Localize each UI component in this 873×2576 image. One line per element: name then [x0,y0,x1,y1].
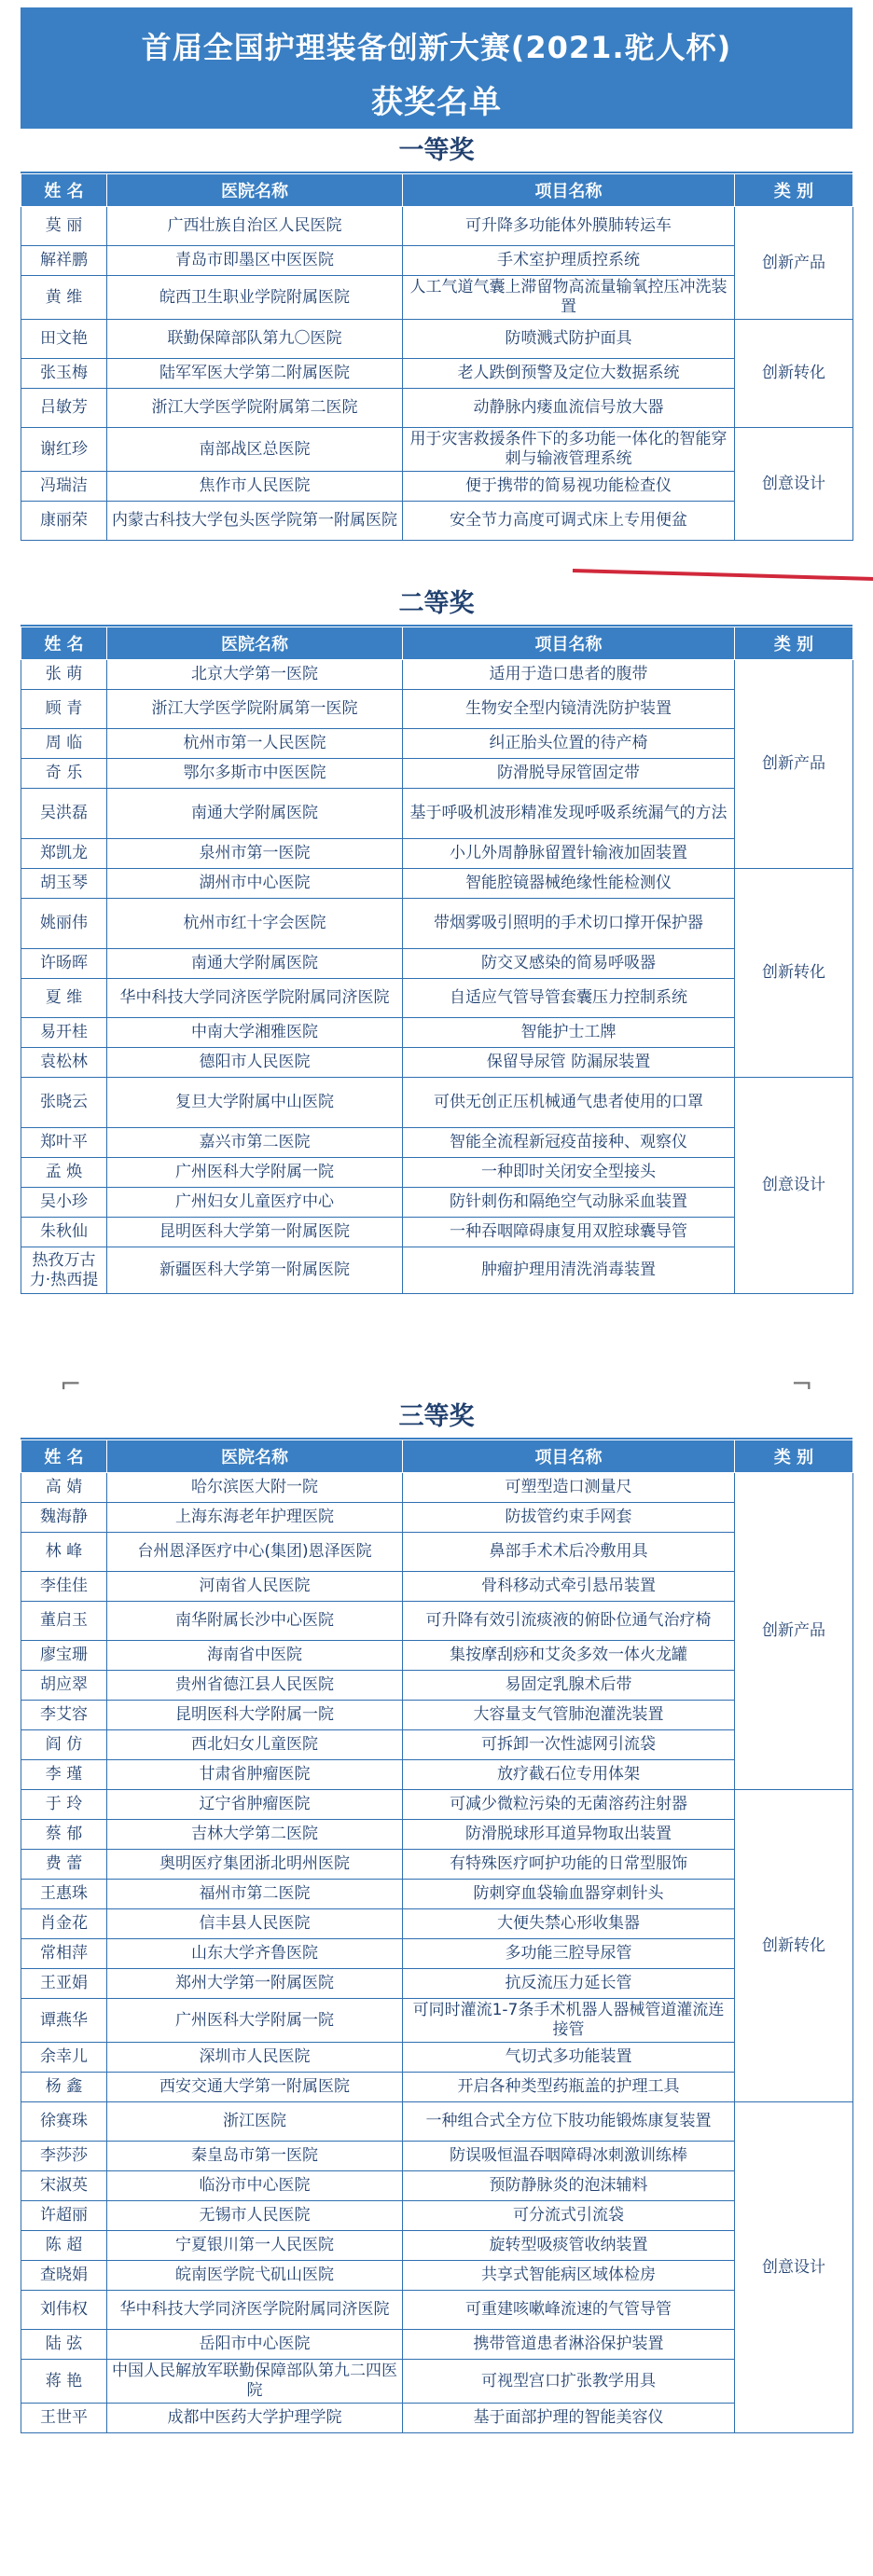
cell-hospital: 成都中医药大学护理学院 [107,2404,403,2433]
cell-name: 陈 超 [21,2231,107,2261]
cell-name: 许旸晖 [21,949,107,979]
cell-category: 创新产品 [735,660,853,869]
award-section-third [21,1397,852,2433]
cell-project: 老人跌倒预警及定位大数据系统 [403,359,735,389]
cell-hospital: 贵州省德江县人民医院 [107,1671,403,1701]
cell-hospital: 深圳市人民医院 [107,2043,403,2073]
cell-project: 易固定乳腺术后带 [403,1671,735,1701]
cell-project: 便于携带的简易视功能检查仪 [403,472,735,502]
cell-project: 一种组合式全方位下肢功能锻炼康复装置 [403,2102,735,2142]
cell-name: 黄 维 [21,276,107,320]
cell-name: 胡玉琴 [21,869,107,899]
table-row [21,2231,853,2261]
cell-name: 蒋 艳 [21,2360,107,2404]
cell-hospital: 陆军军医大学第二附属医院 [107,359,403,389]
cell-name: 顾 青 [21,690,107,729]
cell-hospital: 广州妇女儿童医疗中心 [107,1188,403,1218]
table-row [21,979,853,1018]
table-row [21,1188,853,1218]
section-title: 二等奖 [21,584,852,627]
table-row [21,1128,853,1158]
cell-project: 适用于造口患者的腹带 [403,660,735,690]
cell-hospital: 鄂尔多斯市中医医院 [107,759,403,789]
cell-name: 袁松林 [21,1048,107,1078]
cell-hospital: 皖西卫生职业学院附属医院 [107,276,403,320]
table-row [21,2291,853,2330]
cell-name: 李艾容 [21,1701,107,1730]
cell-name: 谭燕华 [21,1999,107,2043]
table-header-row [21,627,853,660]
table-row [21,2201,853,2231]
cell-name: 余幸儿 [21,2043,107,2073]
cell-category: 创新转化 [735,1790,853,2102]
cell-category: 创新转化 [735,320,853,428]
cell-hospital: 西北妇女儿童医院 [107,1730,403,1760]
cell-name: 冯瑞洁 [21,472,107,502]
table-row [21,2102,853,2142]
cell-name: 常相萍 [21,1939,107,1969]
cell-hospital: 辽宁省肿瘤医院 [107,1790,403,1820]
cell-hospital: 无锡市人民医院 [107,2201,403,2231]
cell-project: 有特殊医疗呵护功能的日常型服饰 [403,1850,735,1880]
cell-project: 携带管道患者淋浴保护装置 [403,2330,735,2360]
table-row [21,1880,853,1909]
cell-project: 防针刺伤和隔绝空气动脉采血装置 [403,1188,735,1218]
cell-project: 防滑脱导尿管固定带 [403,759,735,789]
table-row [21,1641,853,1671]
cell-name: 董启玉 [21,1602,107,1641]
table-row [21,660,853,690]
cell-project: 集按摩刮痧和艾灸多效一体火龙罐 [403,1641,735,1671]
column-header-project: 项目名称 [403,1440,735,1473]
cell-hospital: 南通大学附属医院 [107,789,403,839]
cell-hospital: 南部战区总医院 [107,428,403,472]
cell-name: 朱秋仙 [21,1218,107,1247]
cell-name: 王惠珠 [21,1880,107,1909]
table-row [21,789,853,839]
table-row [21,320,853,359]
cell-name: 许超丽 [21,2201,107,2231]
table-row [21,1909,853,1939]
table-row [21,1820,853,1850]
cell-hospital: 浙江医院 [107,2102,403,2142]
cell-hospital: 嘉兴市第二医院 [107,1128,403,1158]
table-row [21,1850,853,1880]
cell-name: 张晓云 [21,1078,107,1128]
cell-hospital: 岳阳市中心医院 [107,2330,403,2360]
cell-category: 创意设计 [735,2102,853,2433]
table-row [21,1701,853,1730]
cell-category: 创新产品 [735,1473,853,1790]
corner-mark-right: ¬ [791,1369,813,1399]
cell-project: 保留导尿管 防漏尿装置 [403,1048,735,1078]
column-header-hospital: 医院名称 [107,174,403,207]
column-header-category: 类 别 [735,174,853,207]
cell-hospital: 河南省人民医院 [107,1572,403,1602]
column-header-category: 类 别 [735,627,853,660]
table-row [21,2330,853,2360]
cell-project: 可供无创正压机械通气患者使用的口罩 [403,1078,735,1128]
table-row [21,1572,853,1602]
cell-name: 阎 仿 [21,1730,107,1760]
cell-hospital: 新疆医科大学第一附属医院 [107,1247,403,1294]
column-header-hospital: 医院名称 [107,1440,403,1473]
cell-project: 预防静脉炎的泡沫辅料 [403,2171,735,2201]
table-row [21,2043,853,2073]
cell-hospital: 浙江大学医学院附属第二医院 [107,389,403,428]
table-row [21,2171,853,2201]
table-row [21,207,853,246]
cell-name: 夏 维 [21,979,107,1018]
cell-name: 王亚娟 [21,1969,107,1999]
cell-category: 创新产品 [735,207,853,320]
cell-hospital: 杭州市红十字会医院 [107,899,403,949]
table-header-row [21,174,853,207]
cell-category: 创意设计 [735,428,853,541]
cell-project: 带烟雾吸引照明的手术切口撑开保护器 [403,899,735,949]
table-row [21,949,853,979]
table-row [21,1218,853,1247]
cell-name: 李佳佳 [21,1572,107,1602]
cell-hospital: 泉州市第一医院 [107,839,403,869]
table-row [21,1503,853,1533]
cell-project: 人工气道气囊上滞留物高流量输氧控压冲洗装置 [403,276,735,320]
table-row [21,869,853,899]
cell-hospital: 西安交通大学第一附属医院 [107,2073,403,2102]
column-header-hospital: 医院名称 [107,627,403,660]
table-row [21,246,853,276]
cell-category: 创新转化 [735,869,853,1078]
awards-table [21,627,853,1294]
cell-hospital: 联勤保障部队第九〇医院 [107,320,403,359]
cell-project: 防刺穿血袋输血器穿刺针头 [403,1880,735,1909]
document-subtitle: 获奖名单 [371,84,502,121]
cell-hospital: 宁夏银川第一人民医院 [107,2231,403,2261]
table-row [21,2073,853,2102]
document-title: 首届全国护理装备创新大赛(2021.驼人杯) [141,30,732,65]
cell-name: 李莎莎 [21,2142,107,2171]
cell-name: 蔡 郁 [21,1820,107,1850]
column-header-category: 类 别 [735,1440,853,1473]
cell-name: 廖宝珊 [21,1641,107,1671]
cell-hospital: 广州医科大学附属一院 [107,1158,403,1188]
cell-name: 宋淑英 [21,2171,107,2201]
cell-name: 奇 乐 [21,759,107,789]
cell-name: 康丽荣 [21,502,107,541]
cell-hospital: 皖南医学院弋矶山医院 [107,2261,403,2291]
cell-hospital: 台州恩泽医疗中心(集团)恩泽医院 [107,1533,403,1572]
table-row [21,359,853,389]
cell-name: 田文艳 [21,320,107,359]
cell-name: 谢红珍 [21,428,107,472]
cell-name: 张 萌 [21,660,107,690]
cell-hospital: 山东大学齐鲁医院 [107,1939,403,1969]
cell-hospital: 广州医科大学附属一院 [107,1999,403,2043]
cell-hospital: 青岛市即墨区中医医院 [107,246,403,276]
cell-project: 多功能三腔导尿管 [403,1939,735,1969]
section-title: 三等奖 [21,1397,852,1440]
cell-project: 一种吞咽障碍康复用双腔球囊导管 [403,1218,735,1247]
cell-project: 旋转型吸痰管收纳装置 [403,2231,735,2261]
cell-project: 肿瘤护理用清洗消毒装置 [403,1247,735,1294]
corner-mark-left: ⌐ [60,1369,82,1399]
table-row [21,839,853,869]
cell-project: 防交叉感染的简易呼吸器 [403,949,735,979]
cell-project: 智能全流程新冠疫苗接种、观察仪 [403,1128,735,1158]
column-header-project: 项目名称 [403,627,735,660]
cell-project: 骨科移动式牵引悬吊装置 [403,1572,735,1602]
cell-project: 基于呼吸机波形精准发现呼吸系统漏气的方法 [403,789,735,839]
cell-hospital: 哈尔滨医大附一院 [107,1473,403,1503]
table-row [21,428,853,472]
table-row [21,1158,853,1188]
cell-name: 孟 焕 [21,1158,107,1188]
cell-hospital: 北京大学第一医院 [107,660,403,690]
cell-name: 姚丽伟 [21,899,107,949]
cell-hospital: 甘肃省肿瘤医院 [107,1760,403,1790]
cell-project: 可升降有效引流痰液的俯卧位通气治疗椅 [403,1602,735,1641]
cell-name: 高 婧 [21,1473,107,1503]
cell-name: 热孜万古力·热西提 [21,1247,107,1294]
cell-project: 可减少微粒污染的无菌溶药注射器 [403,1790,735,1820]
red-underline-mark [573,569,873,581]
table-row [21,1969,853,1999]
cell-project: 安全节力高度可调式床上专用便盆 [403,502,735,541]
cell-project: 可重建咳嗽峰流速的气管导管 [403,2291,735,2330]
table-row [21,1247,853,1294]
cell-hospital: 南华附属长沙中心医院 [107,1602,403,1641]
cell-hospital: 信丰县人民医院 [107,1909,403,1939]
cell-project: 一种即时关闭安全型接头 [403,1158,735,1188]
cell-hospital: 秦皇岛市第一医院 [107,2142,403,2171]
table-row [21,276,853,320]
cell-project: 纠正胎头位置的待产椅 [403,729,735,759]
cell-hospital: 临汾市中心医院 [107,2171,403,2201]
cell-name: 胡应翠 [21,1671,107,1701]
table-row [21,502,853,541]
cell-hospital: 浙江大学医学院附属第一医院 [107,690,403,729]
table-row [21,1473,853,1503]
table-row [21,729,853,759]
table-row [21,1018,853,1048]
table-row [21,1760,853,1790]
cell-hospital: 福州市第二医院 [107,1880,403,1909]
cell-hospital: 昆明医科大学第一附属医院 [107,1218,403,1247]
cell-hospital: 中南大学湘雅医院 [107,1018,403,1048]
cell-project: 开启各种类型药瓶盖的护理工具 [403,2073,735,2102]
cell-name: 莫 丽 [21,207,107,246]
cell-project: 小儿外周静脉留置针输液加固装置 [403,839,735,869]
cell-project: 防拔管约束手网套 [403,1503,735,1533]
table-row [21,2404,853,2433]
table-row [21,389,853,428]
cell-name: 林 峰 [21,1533,107,1572]
column-header-name: 姓 名 [21,174,107,207]
cell-project: 放疗截石位专用体架 [403,1760,735,1790]
cell-project: 共享式智能病区域体检房 [403,2261,735,2291]
cell-project: 可拆卸一次性滤网引流袋 [403,1730,735,1760]
cell-project: 动静脉内瘘血流信号放大器 [403,389,735,428]
table-row [21,690,853,729]
cell-hospital: 焦作市人民医院 [107,472,403,502]
cell-name: 张玉梅 [21,359,107,389]
column-header-name: 姓 名 [21,1440,107,1473]
cell-project: 基于面部护理的智能美容仪 [403,2404,735,2433]
cell-hospital: 上海东海老年护理医院 [107,1503,403,1533]
cell-hospital: 中国人民解放军联勤保障部队第九二四医院 [107,2360,403,2404]
cell-project: 可分流式引流袋 [403,2201,735,2231]
cell-name: 杨 鑫 [21,2073,107,2102]
cell-project: 可视型宫口扩张教学用具 [403,2360,735,2404]
table-row [21,1939,853,1969]
cell-name: 吴小珍 [21,1188,107,1218]
cell-project: 防喷溅式防护面具 [403,320,735,359]
section-title: 一等奖 [21,131,852,173]
table-row [21,1671,853,1701]
cell-hospital: 郑州大学第一附属医院 [107,1969,403,1999]
cell-hospital: 吉林大学第二医院 [107,1820,403,1850]
table-row [21,1790,853,1820]
awards-table [21,1440,853,2433]
cell-name: 解祥鹏 [21,246,107,276]
cell-name: 吴洪磊 [21,789,107,839]
table-row [21,759,853,789]
column-header-name: 姓 名 [21,627,107,660]
column-header-project: 项目名称 [403,174,735,207]
cell-name: 易开桂 [21,1018,107,1048]
table-row [21,1730,853,1760]
cell-project: 大容量支气管肺泡灌洗装置 [403,1701,735,1730]
cell-project: 鼻部手术术后冷敷用具 [403,1533,735,1572]
cell-project: 气切式多功能装置 [403,2043,735,2073]
cell-project: 大便失禁心形收集器 [403,1909,735,1939]
banner-header [21,7,852,129]
cell-name: 于 玲 [21,1790,107,1820]
cell-project: 智能护士工牌 [403,1018,735,1048]
cell-name: 周 临 [21,729,107,759]
table-row [21,2360,853,2404]
cell-hospital: 华中科技大学同济医学院附属同济医院 [107,2291,403,2330]
table-row [21,1533,853,1572]
cell-project: 智能腔镜器械绝缘性能检测仪 [403,869,735,899]
cell-project: 可同时灌流1-7条手术机器人器械管道灌流连接管 [403,1999,735,2043]
award-section-first [21,131,852,541]
cell-project: 手术室护理质控系统 [403,246,735,276]
award-section-second [21,584,852,1294]
table-row [21,1999,853,2043]
table-row [21,2261,853,2291]
cell-project: 抗反流压力延长管 [403,1969,735,1999]
cell-hospital: 德阳市人民医院 [107,1048,403,1078]
cell-category: 创意设计 [735,1078,853,1294]
cell-project: 生物安全型内镜清洗防护装置 [403,690,735,729]
cell-hospital: 内蒙古科技大学包头医学院第一附属医院 [107,502,403,541]
cell-project: 可升降多功能体外膜肺转运车 [403,207,735,246]
cell-project: 防滑脱球形耳道异物取出装置 [403,1820,735,1850]
cell-hospital: 南通大学附属医院 [107,949,403,979]
cell-name: 肖金花 [21,1909,107,1939]
cell-hospital: 广西壮族自治区人民医院 [107,207,403,246]
cell-name: 魏海静 [21,1503,107,1533]
cell-project: 自适应气管导管套囊压力控制系统 [403,979,735,1018]
table-header-row [21,1440,853,1473]
cell-name: 郑凯龙 [21,839,107,869]
cell-name: 吕敏芳 [21,389,107,428]
cell-name: 查晓娟 [21,2261,107,2291]
cell-project: 用于灾害救援条件下的多功能一体化的智能穿刺与输液管理系统 [403,428,735,472]
table-row [21,472,853,502]
cell-hospital: 复旦大学附属中山医院 [107,1078,403,1128]
cell-hospital: 杭州市第一人民医院 [107,729,403,759]
table-row [21,1048,853,1078]
cell-project: 可塑型造口测量尺 [403,1473,735,1503]
cell-name: 王世平 [21,2404,107,2433]
cell-hospital: 华中科技大学同济医学院附属同济医院 [107,979,403,1018]
cell-name: 刘伟权 [21,2291,107,2330]
cell-hospital: 昆明医科大学附属一院 [107,1701,403,1730]
awards-table [21,173,853,541]
cell-hospital: 湖州市中心医院 [107,869,403,899]
cell-name: 李 瑾 [21,1760,107,1790]
cell-hospital: 奥明医疗集团浙北明州医院 [107,1850,403,1880]
cell-project: 防误吸恒温吞咽障碍冰刺激训练棒 [403,2142,735,2171]
cell-name: 陆 弦 [21,2330,107,2360]
cell-name: 郑叶平 [21,1128,107,1158]
table-row [21,1602,853,1641]
cell-hospital: 海南省中医院 [107,1641,403,1671]
table-row [21,2142,853,2171]
table-row [21,899,853,949]
cell-name: 费 蕾 [21,1850,107,1880]
cell-name: 徐赛珠 [21,2102,107,2142]
table-row [21,1078,853,1128]
